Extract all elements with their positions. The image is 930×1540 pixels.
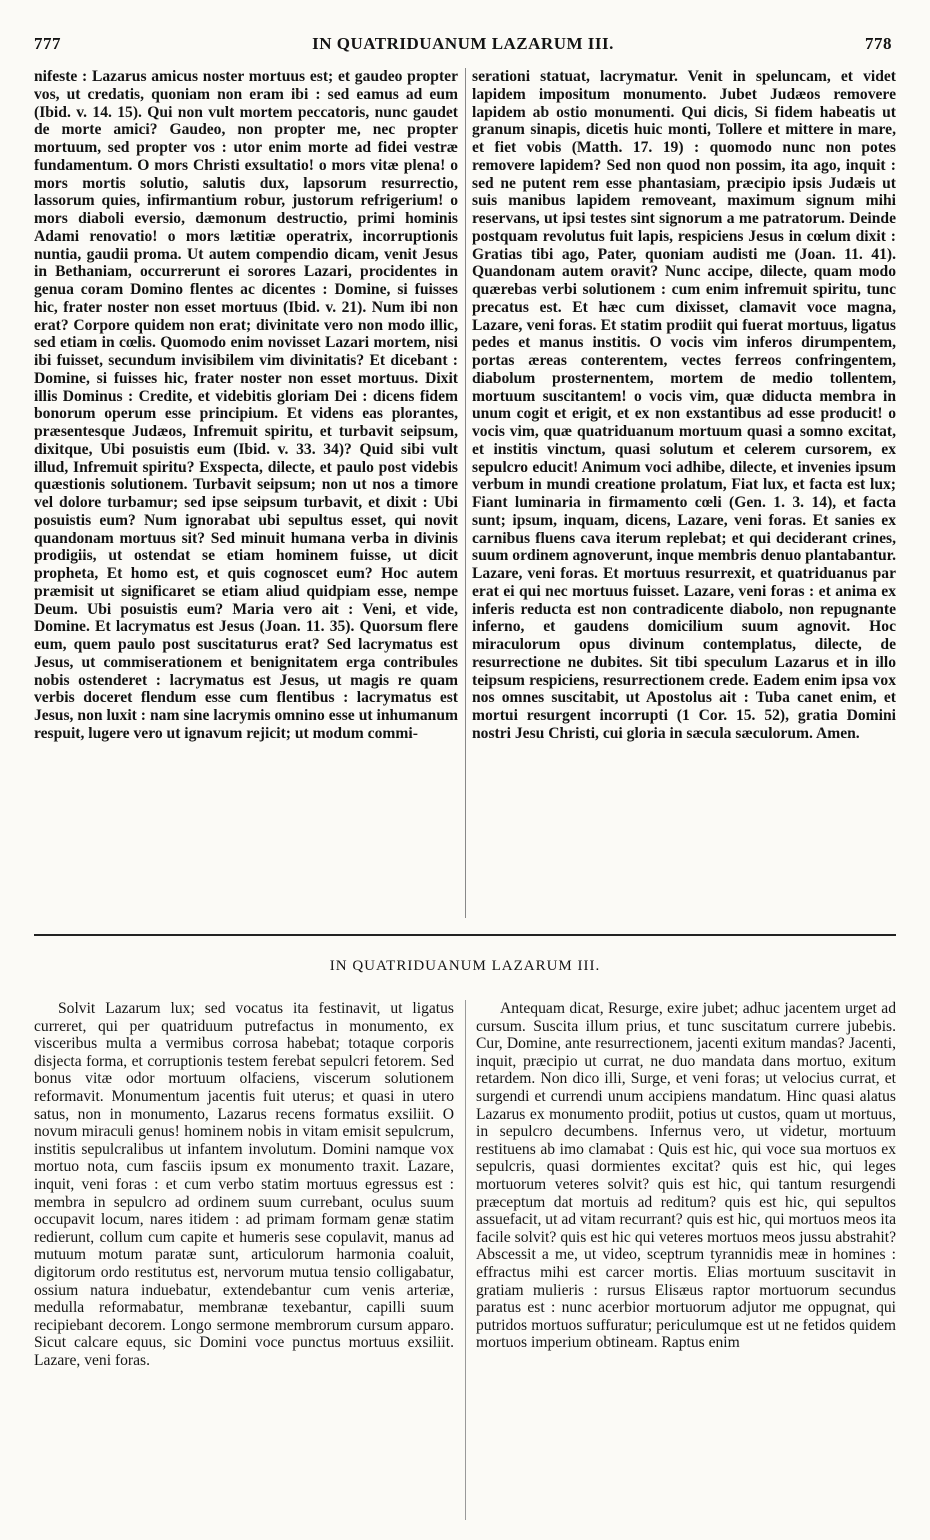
section-title: IN QUATRIDUANUM LAZARUM III. (329, 958, 601, 974)
bottom-right-paragraph: Antequam dicat, Resurge, exire jubet; adhuc jacentem urget ad cursum. Suscita illum prius, et tunc suscitatum currere jubebis. Cur, Domine, ante resurrectionem, jacenti exitum mandas? Jacenti, inquit, præcipio ut currat, ne duo mandata dans mortuo, exitum retardem. Non dico illi, Surge, et veni foras; ut velocius currat, et surgendi et currendi unum accipiens mandatum. Hinc quasi alatus Lazarus ex monumento prodiit, potius ut custos, quam ut mortuus, in sepulcro decumbens. Infernus vero, ut videtur, mortuum restituens ab imo clamabat : Quis est hic, qui voce sua mortuos ex sepulcris, quasi dormientes excitat? quis est hic, qui leges mortuorum veteres solvit? quis est hic, qui tantum resurgendi præceptum dat mortuis ad reditum? quis est hic, qui sepultos assuefacit, ut ad vitam recurrant? quis est hic, qui mortuos meos ita facile solvit? quis est hic qui veteres mortuos meos jussu abstrahit? Abscessit a me, ut video, sceptrum tyrannidis meæ in homines : effractus mihi est carcer mortis. Elias mortuum suscitavit in gratiam mulieris : rursus Elisæus raptor mortuorum secundus paratus est : nunc acerbior mortuorum adjutor me oppugnat, qui putridos mortuos suffuratur; periculumque est ut ne fetidos quidem mortuos imperium obtineam. Raptus enim (476, 1000, 896, 1352)
bottom-left-column (34, 1000, 454, 1369)
bottom-text-columns (34, 1000, 896, 1530)
top-left-column (34, 68, 458, 743)
page-number-right: 778 (865, 34, 892, 53)
running-title: IN QUATRIDUANUM LAZARUM III. (312, 34, 614, 53)
top-left-paragraph: nifeste : Lazarus amicus noster mortuus est; et gaudeo propter vos, ut credatis, quoniam non eram ibi : sed eamus ad eum (Ibid. v. 14. 15). Qui non vult mortem peccatoris, nunc gaudet de morte amici? Gaudeo, non propter me, nec propter mortuum, sed propter vos : utor enim morte ad fidei vestræ fundamentum. O mors Christi exsultatio! o mors vitæ plena! o mors mortis solutio, salutis dux, lapsorum resurrectio, lassorum quies, infirmantium robur, justorum refrigerium! o mors diaboli eversio, dæmonum destructio, primi hominis Adami renovatio! o mors lætitiæ operatrix, incorruptionis nuntia, gaudii proma. Ut autem compendio dicam, venit Jesus in Bethaniam, occurrerunt ei sorores Lazari, procidentes in genua coram Domino flentes ac dicentes : Domine, si fuisses hic, frater noster non esset mortuus (Ibid. v. 21). Num ibi non erat? Corpore quidem non erat; divinitate vero non modo illic, sed etiam in cœlis. Quomodo enim novisset Lazari mortem, nisi ibi fuisset, secundum invisibilem vim divinitatis? Et dicebant : Domine, si fuisses hic, frater noster non esset mortuus. Dixit illis Dominus : Credite, et videbitis gloriam Dei : dicens fidem bonorum operum esse principium. Et videns eas plorantes, præsentesque Judæos, Infremuit spiritu, et turbavit seipsum, dixitque, Ubi posuistis eum (Ibid. v. 33. 34)? Quid sibi vult illud, Infremuit spiritu? Exspecta, dilecte, et paulo post videbis quæstionis solutionem. Turbavit seipsum; non ut nos a timore vel dolore turbamur; sed ipse seipsum turbavit, et dixit : Ubi posuistis eum? Num ignorabat ubi sepultus esset, qui novit quandonam mortuus sit? Sed minuit humana verba in divinis prodigiis, ut ostendat se etiam hominem fuisse, ut dicit propheta, Et homo est, et quis cognoscet eum? Hoc autem præmisit ut significaret se etiam aliud quidpiam esse, nempe Deum. Ubi posuistis eum? Maria vero ait : Veni, et vide, Domine. Et lacrymatus est Jesus (Joan. 11. 35). Quorsum flere eum, quem paulo post suscitaturus erat? Sed lacrymatus est Jesus, ut commiserationem et benignitatem erga contribules nobis ostenderet : lacrymatus est Jesus, ut magis re quam verbis doceret flendum esse cum flentibus : lacrymatus est Jesus, non luxit : nam sine lacrymis omnino esse ut inhumanum respuit, lugere vero ut ignavum rejicit; ut modum commi- (34, 68, 458, 742)
column-divider (465, 1000, 466, 1520)
top-right-column (472, 68, 896, 743)
running-header (34, 34, 892, 60)
bottom-left-paragraph: Solvit Lazarum lux; sed vocatus ita festinavit, ut ligatus curreret, qui per quatriduum putrefactus in monumento, ex visceribus multa a vermibus corrosa habebat; totaque corporis disjecta forma, et corruptionis testem ferebat sepulcri fetorem. Sed bonus vitæ odor mortuum olfaciens, viscerum solutionem reformavit. Monumentum jacentis fuit uterus; et quasi in utero satus, non in monumento, Lazarus recens formatus exsiliit. O novum miraculi genus! hominem nobis in vitam emisit sepulcrum, institis sepulcralibus ut infantem involutum. Domini namque vox mortuo nota, cum fasciis ipsum ex monumento traxit. Lazare, inquit, veni foras : et cum verbo statim mortuus egressus est : membra in sepulcro ad ordinem suum currebant, oculus suum occupavit locum, nares itidem : ad primam formam genæ statim redierunt, collum cum capite et humeris sese copulavit, manus ad mutuum motum paratæ sunt, articulorum harmonia coaluit, digitorum ordo restitutus est, nervorum mutua tensio colligabatur, ossium natura induebatur, extendebantur cum venis arteriæ, medulla reformabatur, membranæ texebantur, capilli suum recipiebant decorem. Longo sermone membrorum cursum apparo. Sicut calcare equus, sic Domini voce punctus mortuus exsiliit. Lazare, veni foras. (34, 1000, 454, 1369)
column-divider (465, 68, 466, 918)
bottom-right-column (476, 1000, 896, 1352)
top-right-paragraph: serationi statuat, lacrymatur. Venit in speluncam, et videt lapidem impositum monumento. Jubet Judæos removere lapidem ab ostio monumenti. Qui dicis, Si fidem habeatis ut granum sinapis, dicetis huic monti, Tollere et mittere in mare, et fiet vobis (Matth. 17. 19) : quomodo nunc non potes removere lapidem? Sed non quod non possim, ita ago, inquit : sed ne putent rem esse phantasiam, præcipio ipsis Judæis ut suis manibus lapidem removeant, maximum signum mihi reservans, ut ipsi testes sint signorum a me patratorum. Deinde postquam revolutus fuit lapis, respiciens Jesus in cœlum dixit : Gratias tibi ago, Pater, quoniam audisti me (Joan. 11. 41). Quandonam autem oravit? Nunc accipe, dilecte, quam modo quærebas verbi solutionem : cum enim infremuit spiritu, tunc precatus est. Et hæc cum dixisset, clamavit voce magna, Lazare, veni foras. Et statim prodiit qui fuerat mortuus, ligatus pedes et manus institis. O vocis vim inferos dirumpentem, portas æreas conterentem, vectes ferreos confringentem, diabolum prosternentem, mortem de medio tollentem, mortuum suscitantem! o vocis vim, quæ diducta membra in unum cogit et erigit, et ex non exstantibus ad esse producit! o vocis vim, quæ quatriduanum mortuum quasi a somno excitat, et institis vinctum, quasi solutum et celerem cursorem, ex sepulcro educit! Animum voci adhibe, dilecte, et invenies ipsum verbum in mundi creatione prolatum, Fiat lux, et facta est lux; Fiant luminaria in firmamento cœli (Gen. 1. 3. 14), et facta sunt; ipsum, inquam, dicens, Lazare, veni foras. Et sanies ex carnibus fluens cava iterum replebat; et qui deciderant crines, suum ordinem agnoverunt, inque membris denuo plantabantur. Lazare, veni foras. Et mortuus resurrexit, et quatriduanus par erat ei qui nec mortuus fuisset. Lazare, veni foras : et anima ex inferis reducta est non contradicente diabolo, non repugnante inferno, et gaudens domicilium suum agnovit. Hoc miraculorum opus divinum contemplatus, dilecte, de resurrectione ne dubites. Sit tibi speculum Lazarus et in illo teipsum respiciens, resurrectionem crede. Eadem enim ipsa vox nos omnes suscitabit, ut Apostolus ait : Tuba canet enim, et mortui resurgent incorrupti (1 Cor. 15. 52), gratia Domini nostri Jesu Christi, cui gloria in sæcula sæculorum. Amen. (472, 68, 896, 742)
top-text-columns (34, 68, 896, 930)
section-rule (34, 934, 896, 936)
page-number-left: 777 (34, 34, 61, 53)
